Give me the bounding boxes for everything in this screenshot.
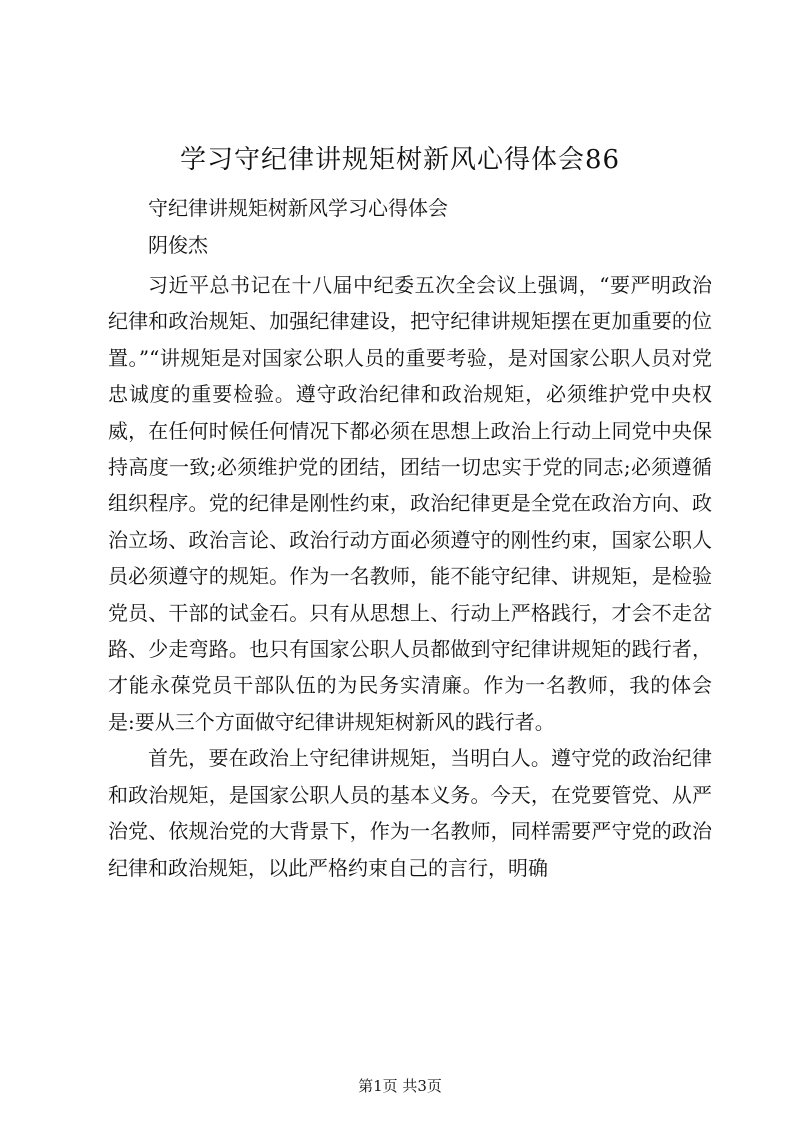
document-body [108,267,712,886]
body-paragraph: 习近平总书记在十八届中纪委五次全会议上强调，“要严明政治纪律和政治规矩、加强纪律建设，把守纪律讲规矩摆在更加重要的位置。”“讲规矩是对国家公职人员的重要考验，是对国家公职人员对党忠诚度的重要检验。遵守政治纪律和政治规矩，必须维护党中央权威，在任何时候任何情况下都必须在思想上政治上行动上同党中央保持高度一致;必须维护党的团结，团结一切忠实于党的同志;必须遵循组织程序。党的纪律是刚性约束，政治纪律更是全党在政治方向、政治立场、政治言论、政治行动方面必须遵守的刚性约束，国家公职人员必须遵守的规矩。作为一名教师，能不能守纪律、讲规矩，是检验党员、干部的试金石。只有从思想上、行动上严格践行，才会不走岔路、少走弯路。也只有国家公职人员都做到守纪律讲规矩的践行者，才能永葆党员干部队伍的为民务实清廉。作为一名教师，我的体会是:要从三个方面做守纪律讲规矩树新风的践行者。 [108,273,712,734]
document-author: 阴俊杰 [148,233,208,257]
document-subtitle: 守纪律讲规矩树新风学习心得体会 [148,196,448,220]
document-title: 学习守纪律讲规矩树新风心得体会86 [179,145,621,175]
page-footer: 第1页 共3页 [358,1077,442,1095]
body-paragraph: 首先，要在政治上守纪律讲规矩，当明白人。遵守党的政治纪律和政治规矩，是国家公职人员的基本义务。今天，在党要管党、从严治党、依规治党的大背景下，作为一名教师，同样需要严守党的政治纪律和政治规矩，以此严格约束自己的言行，明确 [108,746,712,880]
